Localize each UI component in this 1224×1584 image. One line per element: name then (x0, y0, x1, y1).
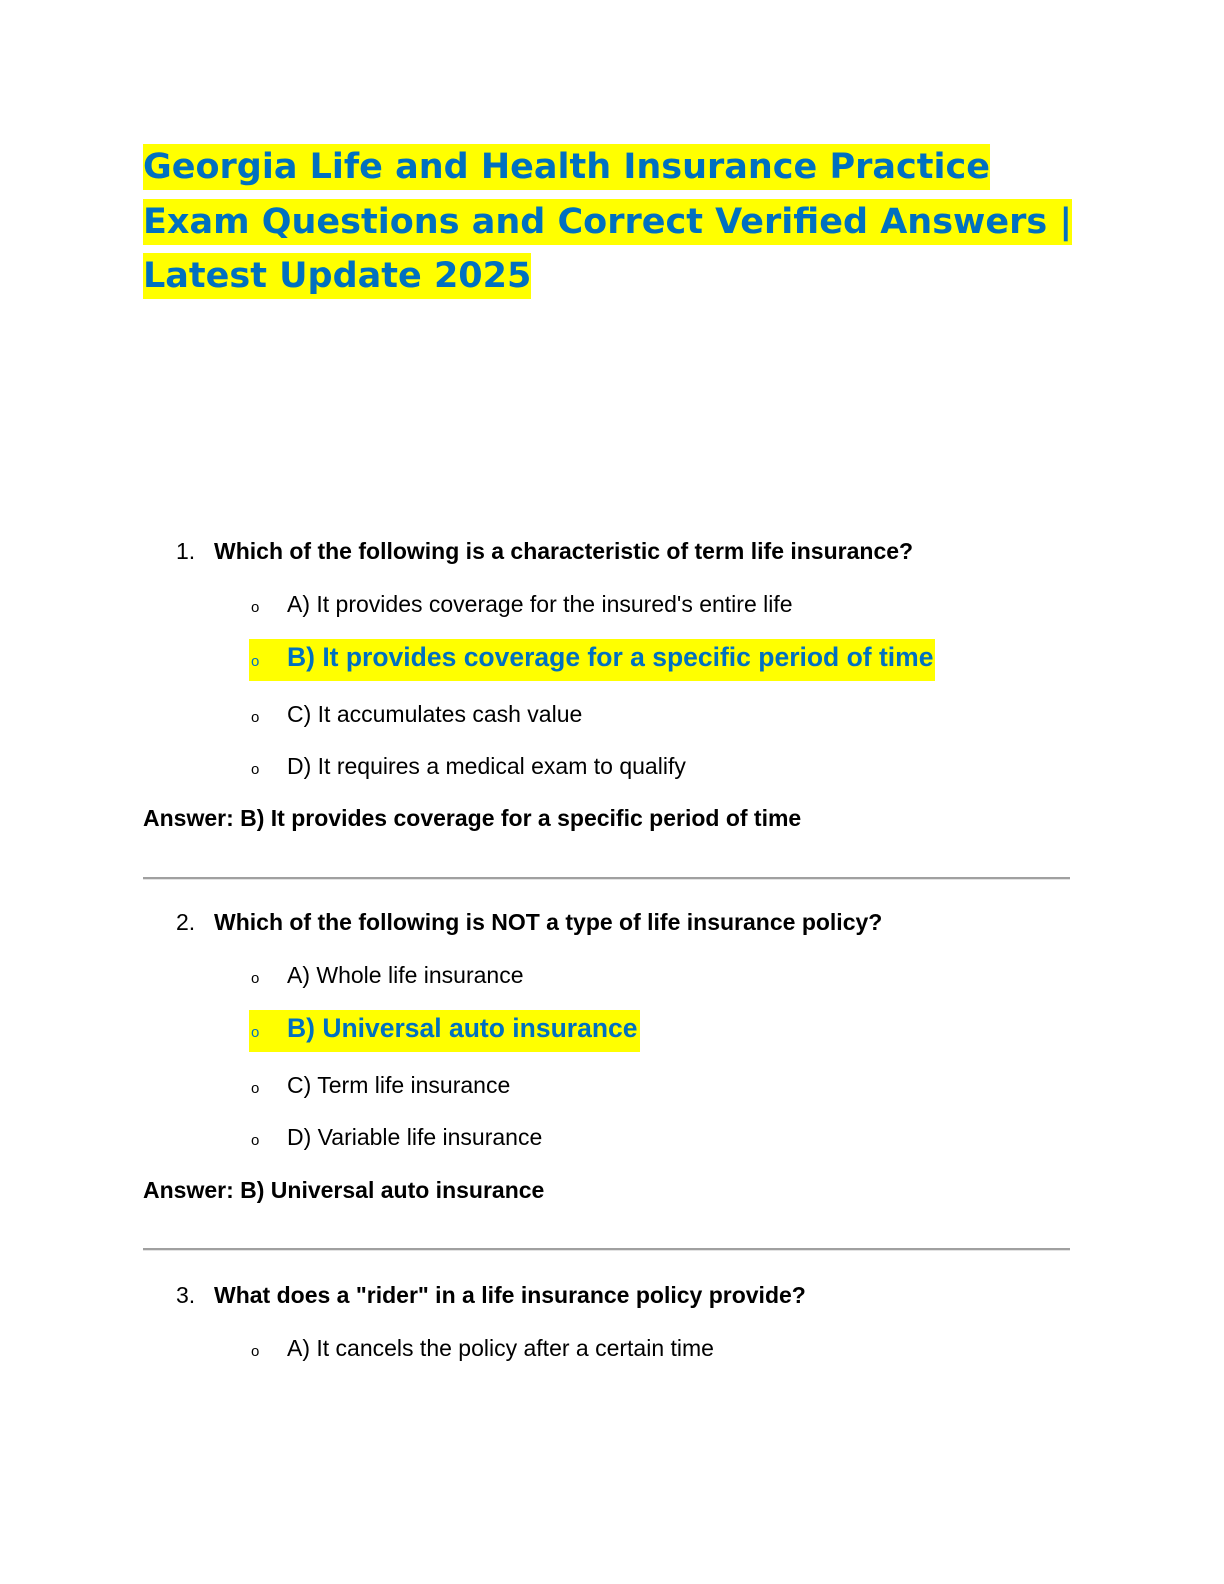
option-text: A) Whole life insurance (287, 962, 524, 988)
question-number: 2. (176, 909, 196, 935)
option-1c (249, 699, 582, 733)
bullet-icon: o (251, 709, 260, 726)
bullet-icon: o (251, 599, 260, 616)
document-title (143, 140, 1083, 304)
answer-2: Answer: B) Universal auto insurance (143, 1177, 545, 1203)
title-line-1: Georgia Life and Health Insurance Practice (143, 144, 990, 190)
bullet-icon: o (251, 653, 260, 670)
option-text: D) Variable life insurance (287, 1124, 543, 1150)
option-1a (249, 589, 793, 623)
divider (143, 1248, 1070, 1251)
option-text: C) Term life insurance (287, 1072, 511, 1098)
bullet-icon: o (251, 970, 260, 987)
option-text: B) It provides coverage for a specific period of time (287, 642, 934, 672)
question-text: What does a "rider" in a life insurance policy provide? (214, 1282, 806, 1308)
bullet-icon: o (251, 1024, 260, 1041)
option-2c (249, 1070, 510, 1104)
option-1b-correct (249, 639, 935, 681)
question-1 (176, 536, 913, 566)
bullet-icon: o (251, 1132, 260, 1149)
option-2b-correct (249, 1010, 640, 1052)
option-text: A) It cancels the policy after a certain time (287, 1335, 714, 1361)
question-text: Which of the following is a characteristic of term life insurance? (214, 538, 914, 564)
bullet-icon: o (251, 761, 260, 778)
option-text: B) Universal auto insurance (287, 1013, 638, 1043)
question-text: Which of the following is NOT a type of life insurance policy? (214, 909, 883, 935)
option-text: C) It accumulates cash value (287, 701, 583, 727)
option-text: D) It requires a medical exam to qualify (287, 753, 686, 779)
question-number: 1. (176, 538, 196, 564)
title-line-3: Latest Update 2025 (143, 253, 531, 299)
bullet-icon: o (251, 1343, 260, 1360)
question-number: 3. (176, 1282, 196, 1308)
option-3a (249, 1333, 714, 1367)
title-line-2: Exam Questions and Correct Verified Answers | (143, 199, 1072, 245)
question-3 (176, 1280, 806, 1310)
divider (143, 877, 1070, 880)
bullet-icon: o (251, 1080, 260, 1097)
option-2d (249, 1122, 542, 1156)
answer-1: Answer: B) It provides coverage for a specific period of time (143, 805, 802, 831)
option-2a (249, 960, 524, 994)
question-2 (176, 907, 882, 937)
option-1d (249, 751, 686, 785)
option-text: A) It provides coverage for the insured's entire life (287, 591, 793, 617)
